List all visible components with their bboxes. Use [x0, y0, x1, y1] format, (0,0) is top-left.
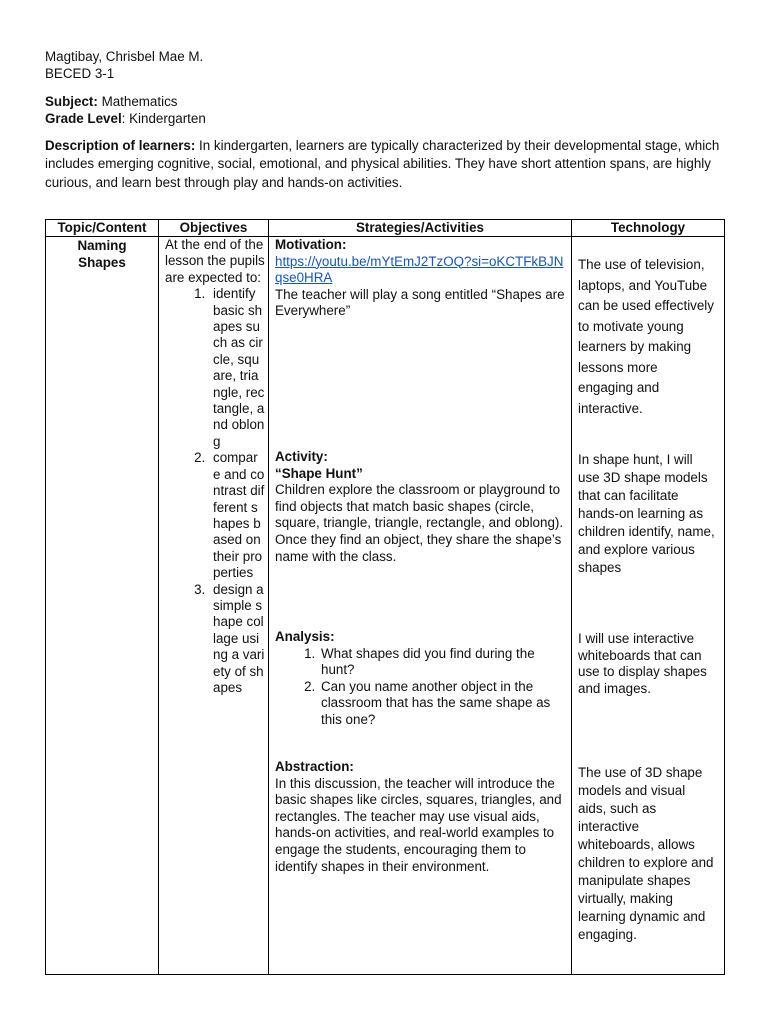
abstraction-text: In this discussion, the teacher will introduce the basic shapes like circles, squares, triangles, and rectangles. The teacher may use visual aids, hands-on activities, and real-world examples to engage the students, encouraging them to identify shapes in their environment.	[275, 775, 562, 874]
technology-abstraction: The use of 3D shape models and visual aids, such as interactive whiteboards, allows children to explore and manipulate shapes virtually, making learning dynamic and engaging.	[578, 765, 714, 942]
objective-item: 2. compare and contrast different shapes based on their properties	[209, 450, 265, 581]
strategies-cell	[269, 237, 572, 975]
topic-cell	[46, 237, 159, 975]
objectives-list	[165, 286, 265, 696]
header-objectives: Objectives	[159, 220, 269, 237]
analysis-block	[275, 629, 565, 729]
analysis-item: 2. Can you name another object in the classroom that has the same shape as this one?	[319, 679, 565, 729]
objectives-cell	[159, 237, 269, 975]
header-topic: Topic/Content	[46, 220, 159, 237]
analysis-list	[275, 646, 565, 729]
technology-cell	[572, 237, 725, 975]
motivation-block	[275, 237, 565, 320]
subject-line	[45, 93, 177, 110]
activity-subtitle: “Shape Hunt”	[275, 465, 363, 481]
motivation-text: The teacher will play a song entitled “Shapes are Everywhere”	[275, 286, 565, 319]
grade-value: : Kindergarten	[121, 111, 206, 126]
abstraction-block	[275, 759, 565, 875]
section: BECED 3-1	[45, 66, 115, 81]
table-header-row	[46, 220, 725, 237]
objectives-intro: At the end of the lesson the pupils are expected to:	[165, 237, 265, 285]
topic-text: Naming Shapes	[77, 238, 127, 270]
header-technology: Technology	[572, 220, 725, 237]
objective-item: 3. design a simple shape collage using a variety of shapes	[209, 582, 265, 697]
subject-value: Mathematics	[101, 94, 178, 109]
video-link[interactable]: https://youtu.be/mYtEmJ2TzOQ?si=oKCTFkBJNqse0HRA	[275, 253, 564, 286]
author-name: Magtibay, Chrisbel Mae M.	[45, 49, 204, 64]
table-row	[46, 237, 725, 975]
grade-label: Grade Level	[45, 111, 122, 126]
technology-analysis: I will use interactive whiteboards that can use to display shapes and images.	[578, 631, 707, 696]
learner-description	[45, 137, 725, 192]
analysis-item: 1. What shapes did you find during the hunt?	[319, 646, 565, 679]
activity-block	[275, 449, 565, 565]
subject-label: Subject:	[45, 94, 98, 109]
analysis-title: Analysis:	[275, 629, 335, 644]
motivation-title: Motivation:	[275, 237, 347, 252]
description-label: Description of learners:	[45, 138, 196, 153]
description-text: In kindergarten, learners are typically characterized by their developmental stage, which includes emerging cognitive, social, emotional, and physical abilities. They have short attention spans, are highly curious, and learn best through play and hands-on activities.	[45, 138, 720, 190]
grade-line	[45, 110, 206, 127]
header-strategies: Strategies/Activities	[269, 220, 572, 237]
technology-activity: In shape hunt, I will use 3D shape models that can facilitate hands-on learning as children identify, name, and explore various shapes	[578, 452, 715, 575]
objective-item: 1. identify basic shapes such as circle, square, triangle, rectangle, and oblong	[209, 286, 265, 450]
lesson-plan-table	[45, 219, 725, 975]
activity-text: Children explore the classroom or playground to find objects that match basic shapes (circle, square, triangle, triangle, rectangle, and oblong). Once they find an object, they share the shape’s name with the class.	[275, 482, 564, 564]
technology-motivation: The use of television, laptops, and YouTube can be used effectively to motivate young learners by making lessons more engaging and interactive.	[578, 257, 714, 416]
activity-title: Activity:	[275, 449, 328, 464]
abstraction-title: Abstraction:	[275, 759, 354, 774]
